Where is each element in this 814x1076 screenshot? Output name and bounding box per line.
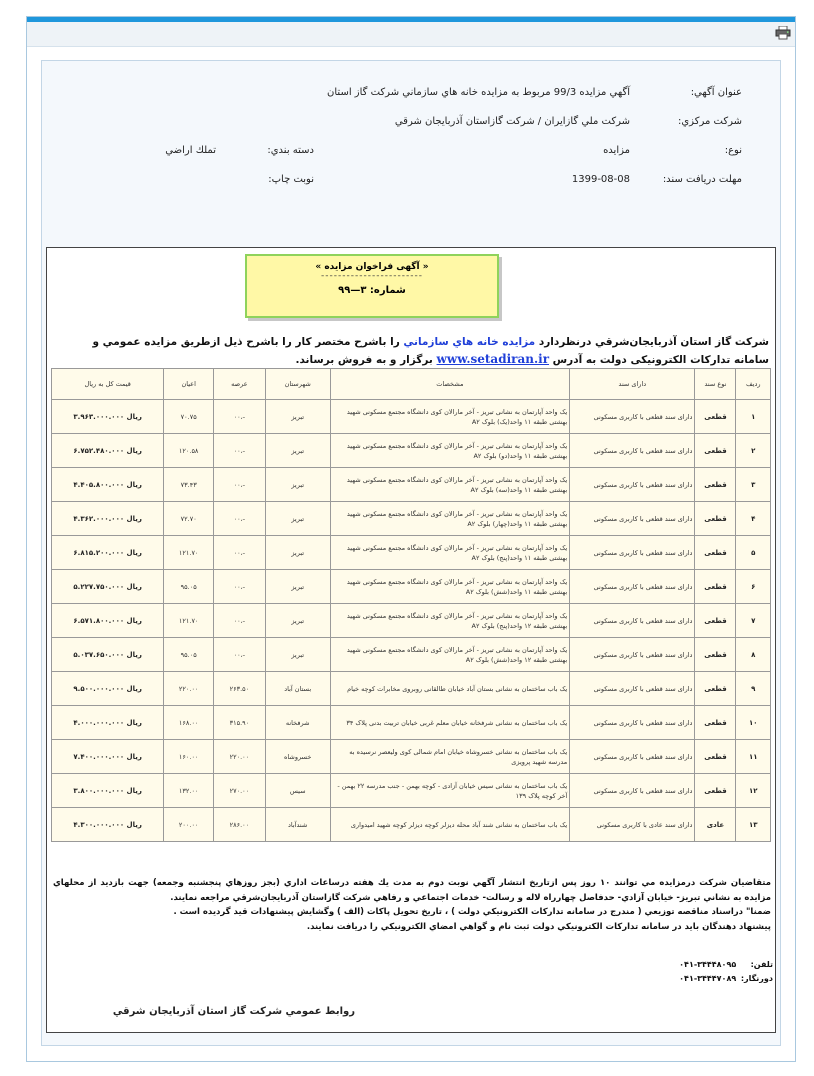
column-header-land-area: عرصه: [214, 369, 266, 400]
printer-icon[interactable]: [775, 26, 791, 40]
cell-city: تبریز: [265, 434, 330, 468]
cell-city: خسروشاه: [265, 740, 330, 774]
cell-total-price: ریال ۷.۴۰۰.۰۰۰.۰۰۰: [52, 740, 164, 774]
cell-description: یک باب ساختمان به نشانی شرفخانه خیابان معلم غربی خیابان تربیت بدنی پلاک ۳۴: [330, 706, 570, 740]
cell-description: یک باب ساختمان به نشانی شند آباد محله دیزلر کوچه دیزلر کوچه شهید امیدواری: [330, 808, 570, 842]
cell-doc-type: عادی: [695, 808, 736, 842]
cell-doc-type: قطعی: [695, 400, 736, 434]
cell-city: تبریز: [265, 502, 330, 536]
deadline-value: 1399-08-08: [571, 174, 630, 185]
table-row: [52, 672, 771, 706]
cell-land-area: ۲۶۳.۵۰: [214, 672, 266, 706]
phone-label: تلفن:: [750, 960, 773, 969]
table-row: [52, 706, 771, 740]
phone-line: [607, 960, 773, 969]
cell-city: تبریز: [265, 536, 330, 570]
cell-building-area: ۱۲۱.۷۰: [164, 536, 214, 570]
cell-row-number: ۲: [736, 434, 771, 468]
cell-total-price: ریال ۶.۷۵۲.۴۸۰.۰۰۰: [52, 434, 164, 468]
table-header: [52, 369, 771, 400]
cell-description: یک باب ساختمان به نشانی سیس خیابان آزادی - کوچه بهمن - جنب مدرسه ۲۲ بهمن - آخر کوچه پلاک ۱۳۹: [330, 774, 570, 808]
cell-description: یک واحد آپارتمان به نشانی تبریز - آخر مارالان کوی دانشگاه مجتمع مسکونی شهید بهشتی طبقه ۱۱ واحد(شش) بلوک A۲: [330, 570, 570, 604]
notice-box: [245, 254, 499, 318]
footer-para-visit: متقاضيان شركت درمزايده مي توانند ۱۰ روز پس ازتاريخ انتشار آگهي نوبت دوم به مدت يك هفته درساعات اداري (بجز روزهاي پنجشنبه وجمعه) جهت بازديد از محلهاي مزايده به نشاني تبريز- خيابان آزادي- حدفاصل چهارراه لاله و رسالت- خدمات اجتماعي و رفاهي شركت گازاستان آذربايجان‌شرقي مراجعه نمايند.: [53, 878, 772, 903]
announcement-document: [46, 247, 776, 1033]
cell-doc-type: قطعی: [695, 672, 736, 706]
column-header-total-price: قیمت کل به ریال: [52, 369, 164, 400]
intro-paragraph: [57, 334, 769, 369]
cell-city: شندآباد: [265, 808, 330, 842]
cell-city: تبریز: [265, 638, 330, 672]
cell-land-area: -،۰۰: [214, 604, 266, 638]
signature: روابط عمومي شركت گاز استان آذربايجان شرقي: [112, 1006, 355, 1017]
cell-row-number: ۷: [736, 604, 771, 638]
auction-table: [51, 368, 771, 842]
column-header-doc-type: نوع سند: [695, 369, 736, 400]
cell-city: سیس: [265, 774, 330, 808]
cell-building-area: ۱۲۰.۵۸: [164, 434, 214, 468]
cell-building-area: ۱۶۰.۰۰: [164, 740, 214, 774]
cell-description: یک واحد آپارتمان به نشانی تبریز - آخر مارالان کوی دانشگاه مجتمع مسکونی شهید بهشتی طبقه ۱۱ واحد(چهار) بلوک A۲: [330, 502, 570, 536]
cell-land-area: -،۰۰: [214, 536, 266, 570]
cell-doc-status: دارای سند قطعی با کاربری مسکونی: [570, 468, 695, 502]
cell-land-area: -،۰۰: [214, 638, 266, 672]
table-row: [52, 774, 771, 808]
cell-total-price: ریال ۴.۰۰۰.۰۰۰.۰۰۰: [52, 706, 164, 740]
cell-land-area: ۲۲۰.۰۰: [214, 740, 266, 774]
fax-label: دورنگار:: [740, 974, 773, 983]
cell-row-number: ۶: [736, 570, 771, 604]
cell-doc-status: دارای سند قطعی با کاربری مسکونی: [570, 604, 695, 638]
cell-land-area: -،۰۰: [214, 434, 266, 468]
cell-city: تبریز: [265, 604, 330, 638]
cell-description: یک واحد آپارتمان به نشانی تبریز - آخر مارالان کوی دانشگاه مجتمع مسکونی شهید بهشتی طبقه ۱۲ واحد(پنج) بلوک A۲: [330, 604, 570, 638]
cell-building-area: ۷۳.۴۳: [164, 468, 214, 502]
cell-description: یک واحد آپارتمان به نشانی تبریز - آخر مارالان کوی دانشگاه مجتمع مسکونی شهید بهشتی طبقه ۱۱ واحد(سه) بلوک A۲: [330, 468, 570, 502]
cell-doc-status: دارای سند قطعی با کاربری مسکونی: [570, 740, 695, 774]
cell-city: تبریز: [265, 468, 330, 502]
cell-row-number: ۱۲: [736, 774, 771, 808]
cell-building-area: ۹۵.۰۵: [164, 638, 214, 672]
intro-text-1: شركت گاز استان آذربايجان‌شرقي درنظردارد: [535, 336, 769, 348]
cell-land-area: -،۰۰: [214, 400, 266, 434]
cell-row-number: ۴: [736, 502, 771, 536]
cell-land-area: -،۰۰: [214, 468, 266, 502]
cell-doc-type: قطعی: [695, 706, 736, 740]
title-label: عنوان آگهي:: [690, 87, 742, 98]
fax-value: ۰۴۱-۳۴۴۴۷۰۸۹: [679, 974, 737, 983]
cell-doc-status: دارای سند قطعی با کاربری مسکونی: [570, 706, 695, 740]
setadiran-link[interactable]: www.setadiran.ir: [436, 352, 550, 366]
cell-land-area: ۲۷۰.۰۰: [214, 774, 266, 808]
cell-city: شرفخانه: [265, 706, 330, 740]
notice-heading: « آگهی فراخوان مزایده »: [315, 262, 429, 272]
title-value: آگهي مزايده 99/3 مربوط به مزايده خانه هاي سازماني شركت گاز استان: [327, 87, 630, 98]
cell-total-price: ریال ۴.۳۰۰.۰۰۰.۰۰۰: [52, 808, 164, 842]
cell-description: یک واحد آپارتمان به نشانی تبریز - آخر مارالان کوی دانشگاه مجتمع مسکونی شهید بهشتی طبقه ۱۲ واحد(شش) بلوک A۲: [330, 638, 570, 672]
category-value: تملك اراضي: [165, 145, 216, 156]
announcement-card: [41, 60, 781, 1046]
cell-row-number: ۹: [736, 672, 771, 706]
table-row: [52, 638, 771, 672]
cell-doc-type: قطعی: [695, 638, 736, 672]
cell-doc-type: قطعی: [695, 570, 736, 604]
cell-doc-status: دارای سند قطعی با کاربری مسکونی: [570, 400, 695, 434]
cell-description: یک واحد آپارتمان به نشانی تبریز - آخر مارالان کوی دانشگاه مجتمع مسکونی شهید بهشتی طبقه ۱۱ واحد(دو) بلوک A۲: [330, 434, 570, 468]
cell-building-area: ۹۵.۰۵: [164, 570, 214, 604]
cell-doc-status: دارای سند قطعی با کاربری مسکونی: [570, 502, 695, 536]
column-header-building-area: اعیان: [164, 369, 214, 400]
toolbar: [27, 22, 795, 47]
cell-total-price: ریال ۳.۸۰۰.۰۰۰.۰۰۰: [52, 774, 164, 808]
print-turn-label: نوبت چاپ:: [268, 174, 314, 185]
cell-doc-status: دارای سند قطعی با کاربری مسکونی: [570, 570, 695, 604]
cell-doc-type: قطعی: [695, 740, 736, 774]
cell-row-number: ۱: [736, 400, 771, 434]
cell-total-price: ریال ۶.۸۱۵.۲۰۰.۰۰۰: [52, 536, 164, 570]
fax-line: [607, 974, 773, 983]
cell-description: یک باب ساختمان به نشانی خسروشاه خیابان امام شمالی کوی ولیعصر نرسیده به مدرسه شهید پرویزی: [330, 740, 570, 774]
deadline-label: مهلت دريافت سند:: [662, 174, 742, 185]
page-frame: [26, 16, 796, 1062]
table-body: [52, 400, 771, 842]
cell-total-price: ریال ۶.۵۷۱.۸۰۰.۰۰۰: [52, 604, 164, 638]
phone-value: ۰۴۱-۳۴۴۴۸۰۹۵: [679, 960, 737, 969]
cell-land-area: -،۰۰: [214, 502, 266, 536]
notice-number: شماره: ۳—۹۹: [338, 285, 406, 296]
cell-building-area: ۲۲۰.۰۰: [164, 672, 214, 706]
cell-doc-type: قطعی: [695, 774, 736, 808]
cell-row-number: ۱۱: [736, 740, 771, 774]
cell-description: یک باب ساختمان به نشانی بستان آباد خیابان طالقانی روبروی مخابرات کوچه خیام: [330, 672, 570, 706]
type-label: نوع:: [724, 145, 742, 156]
cell-doc-status: دارای سند قطعی با کاربری مسکونی: [570, 536, 695, 570]
cell-description: یک واحد آپارتمان به نشانی تبریز - آخر مارالان کوی دانشگاه مجتمع مسکونی شهید بهشتی طبقه ۱۱ واحد(پنج) بلوک A۲: [330, 536, 570, 570]
cell-land-area: ۲۸۶.۰۰: [214, 808, 266, 842]
cell-building-area: ۱۲۱.۷۰: [164, 604, 214, 638]
cell-row-number: ۱۰: [736, 706, 771, 740]
category-label: دسته بندي:: [267, 145, 314, 156]
cell-city: بستان آباد: [265, 672, 330, 706]
cell-doc-type: قطعی: [695, 536, 736, 570]
table-row: [52, 604, 771, 638]
cell-building-area: ۷۰.۷۵: [164, 400, 214, 434]
cell-total-price: ریال ۴.۴۰۵.۸۰۰.۰۰۰: [52, 468, 164, 502]
cell-doc-status: دارای سند قطعی با کاربری مسکونی: [570, 638, 695, 672]
cell-total-price: ریال ۵.۰۳۷.۶۵۰.۰۰۰: [52, 638, 164, 672]
cell-doc-status: دارای سند قطعی با کاربری مسکونی: [570, 672, 695, 706]
cell-land-area: ۳۱۵.۹۰: [214, 706, 266, 740]
type-value: مزايده: [603, 145, 630, 156]
table-row: [52, 740, 771, 774]
cell-row-number: ۸: [736, 638, 771, 672]
cell-city: تبریز: [265, 400, 330, 434]
org-label: شركت مركزي:: [677, 116, 742, 127]
footer-text: [53, 876, 771, 934]
cell-doc-status: دارای سند قطعی با کاربری مسکونی: [570, 774, 695, 808]
org-value: شركت ملي گازايران / شركت گازاستان آذربايجان شرقي: [394, 116, 630, 127]
cell-row-number: ۳: [736, 468, 771, 502]
footer-para-docs: ضمنا" دراسناد مناقصه توزيعي ( مندرج در سامانه تداركات الكترونيكي دولت ) ، تاريخ تحويل پاكات (الف ) وگشايش پيشنهادات قيد گرديده است .: [173, 907, 771, 917]
cell-total-price: ریال ۳.۹۶۳.۰۰۰.۰۰۰: [52, 400, 164, 434]
cell-doc-type: قطعی: [695, 434, 736, 468]
column-header-row-number: ردیف: [736, 369, 771, 400]
column-header-description: مشخصات: [330, 369, 570, 400]
cell-doc-status: دارای سند قطعی با کاربری مسکونی: [570, 434, 695, 468]
table-row: [52, 468, 771, 502]
table-row: [52, 502, 771, 536]
cell-land-area: -،۰۰: [214, 570, 266, 604]
intro-text-2: را باشرح مختصر كار را باشرح ذيل ازطريق مزايده عمومي و سامانه تدارکات الکترونیکی دولت به آدرس: [92, 336, 769, 366]
table-row: [52, 434, 771, 468]
cell-building-area: ۱۳۲.۰۰: [164, 774, 214, 808]
column-header-doc-status: دارای سند: [570, 369, 695, 400]
table-row: [52, 570, 771, 604]
table-row: [52, 808, 771, 842]
cell-total-price: ریال ۹.۵۰۰.۰۰۰.۰۰۰: [52, 672, 164, 706]
cell-total-price: ریال ۵.۲۲۷.۷۵۰.۰۰۰: [52, 570, 164, 604]
cell-total-price: ریال ۴.۳۶۲.۰۰۰.۰۰۰: [52, 502, 164, 536]
cell-building-area: ۷۲.۷۰: [164, 502, 214, 536]
table-row: [52, 536, 771, 570]
cell-doc-status: دارای سند عادی با کاربری مسکونی: [570, 808, 695, 842]
cell-doc-type: قطعی: [695, 502, 736, 536]
cell-building-area: ۱۶۸.۰۰: [164, 706, 214, 740]
cell-description: یک واحد آپارتمان به نشانی تبریز - آخر مارالان کوی دانشگاه مجتمع مسکونی شهید بهشتی طبقه ۱۱ واحد(یک) بلوک A۲: [330, 400, 570, 434]
cell-row-number: ۵: [736, 536, 771, 570]
footer-para-register: پيشنهاد دهندگان بايد در سامانه تداركات الكترونيكي دولت ثبت نام و گواهي امضاي الكترونيكي را دريافت نمايند.: [306, 921, 771, 932]
cell-doc-type: قطعی: [695, 604, 736, 638]
column-header-city: شهرستان: [265, 369, 330, 400]
intro-highlight: مزايده خانه هاي سازماني: [403, 336, 536, 348]
cell-building-area: ۲۰۰.۰۰: [164, 808, 214, 842]
cell-doc-type: قطعی: [695, 468, 736, 502]
cell-row-number: ۱۳: [736, 808, 771, 842]
table-row: [52, 400, 771, 434]
cell-city: تبریز: [265, 570, 330, 604]
notice-divider: ------------------------: [321, 271, 423, 281]
intro-text-3: برگزار و به فروش برساند.: [295, 354, 437, 366]
